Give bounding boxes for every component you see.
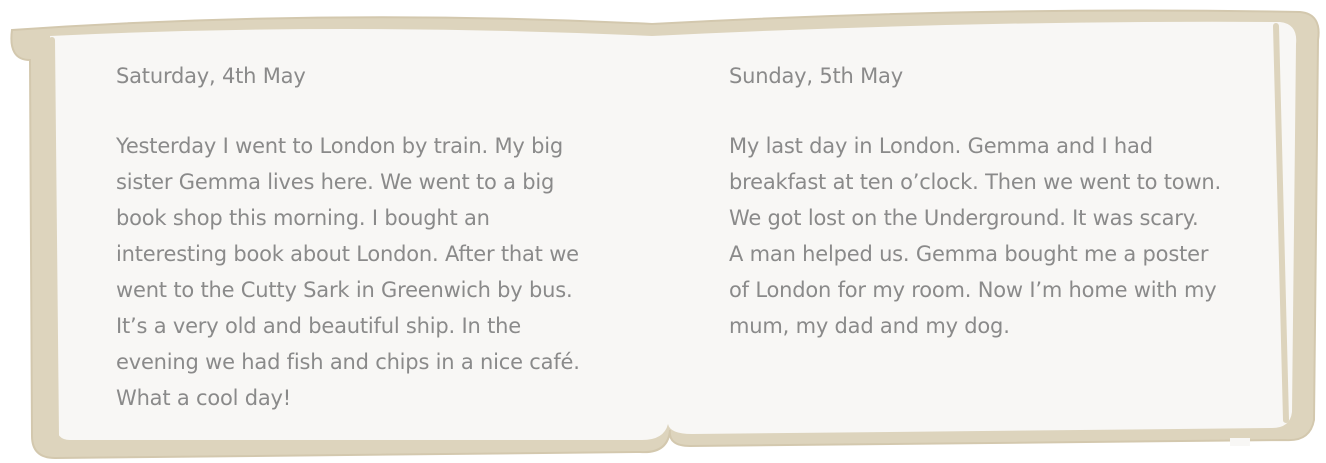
- body-line: What a cool day!: [116, 386, 291, 410]
- body-line: We got lost on the Underground. It was scary.: [729, 206, 1199, 230]
- body-line: of London for my room. Now I’m home with my: [729, 278, 1217, 302]
- page-corner: [1230, 438, 1250, 446]
- right-page-body: [729, 128, 1274, 344]
- body-line: Yesterday I went to London by train. My big: [116, 134, 563, 158]
- left-page: [116, 58, 636, 416]
- body-line: It’s a very old and beautiful ship. In the: [116, 314, 521, 338]
- body-line: went to the Cutty Sark in Greenwich by bus.: [116, 278, 573, 302]
- left-edge-line: [52, 40, 56, 436]
- body-line: evening we had fish and chips in a nice café.: [116, 350, 580, 374]
- right-page-date: Sunday, 5th May: [729, 64, 903, 88]
- left-page-date: Saturday, 4th May: [116, 64, 306, 88]
- right-page: [729, 58, 1274, 344]
- body-line: A man helped us. Gemma bought me a poster: [729, 242, 1209, 266]
- body-line: book shop this morning. I bought an: [116, 206, 490, 230]
- body-line: sister Gemma lives here. We went to a big: [116, 170, 555, 194]
- body-line: My last day in London. Gemma and I had: [729, 134, 1153, 158]
- body-line: mum, my dad and my dog.: [729, 314, 1010, 338]
- left-page-body: [116, 128, 636, 416]
- body-line: interesting book about London. After that we: [116, 242, 579, 266]
- body-line: breakfast at ten o’clock. Then we went to town.: [729, 170, 1222, 194]
